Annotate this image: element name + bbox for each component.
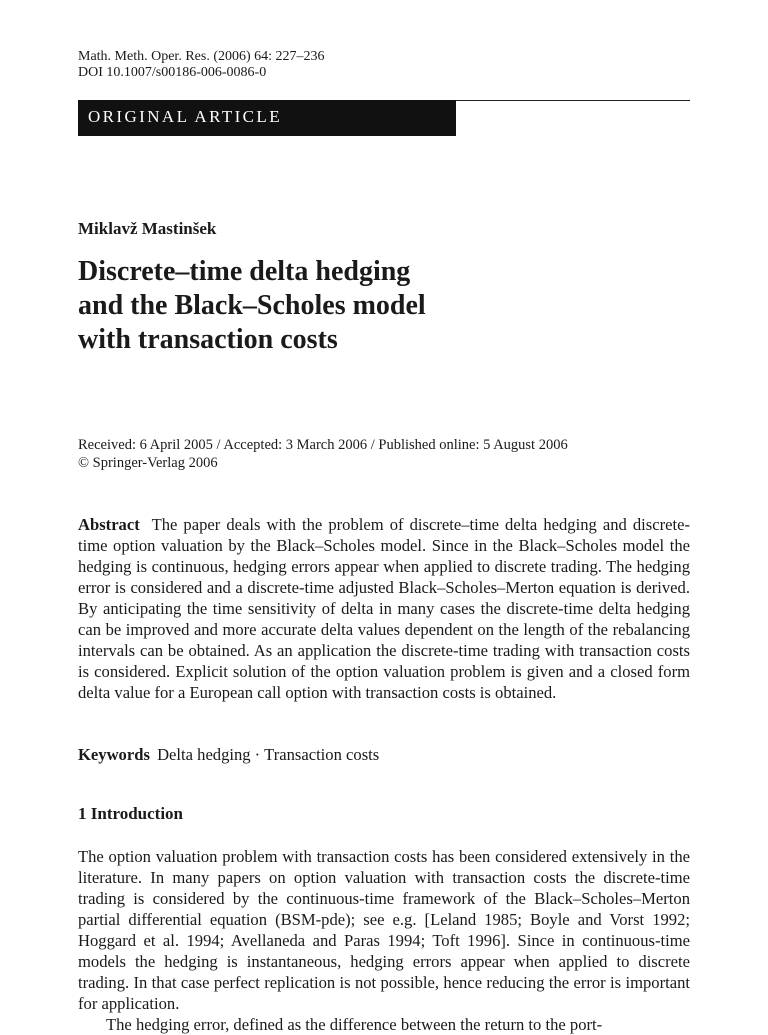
- keyword-item: Transaction costs: [264, 745, 380, 764]
- title-line: Discrete–time delta hedging: [78, 256, 411, 287]
- header-rule: [456, 100, 690, 101]
- abstract-label: Abstract: [78, 515, 140, 534]
- keyword-item: Delta hedging: [157, 745, 251, 764]
- title-line: with transaction costs: [78, 324, 338, 355]
- publication-history: Received: 6 April 2005 / Accepted: 3 March 2006 / Published online: 5 August 2006: [78, 437, 568, 453]
- keyword-separator: ·: [254, 745, 261, 764]
- keywords-label: Keywords: [78, 745, 150, 764]
- publication-dates: [78, 436, 568, 472]
- abstract-text: The paper deals with the problem of discrete–time delta hedging and discrete-time option valuation by the Black–Scholes model. Since in the Black–Scholes model the hedging is continuous, hedging errors appear when applied to discrete trading. The hedging error is considered and a discrete-time adjusted Black–Scholes–Merton equation is derived. By anticipating the time sensitivity of delta in many cases the discrete-time delta hedging can be improved and more accurate delta values dependent on the length of the rebalancing intervals can be obtained. As an application the discrete-time trading with transaction costs is considered. Explicit solution of the option valuation problem is given and a closed form delta value for a European call option with transaction costs is obtained.: [78, 515, 690, 702]
- keywords: [78, 744, 379, 765]
- doi-line: DOI 10.1007/s00186-006-0086-0: [78, 65, 267, 80]
- article-title: [78, 255, 678, 357]
- author-name: Miklavž Mastinšek: [78, 219, 217, 238]
- section-heading: 1 Introduction: [78, 804, 184, 823]
- journal-citation: [78, 49, 325, 81]
- intro-paragraph-continued: The hedging error, defined as the difference between the return to the port-: [106, 1015, 603, 1034]
- title-line: and the Black–Scholes model: [78, 290, 426, 321]
- intro-paragraph: The option valuation problem with transaction costs has been considered extensively in the literature. In many papers on option valuation with transaction costs the discrete-time trading is considered by the continuous-time framework of the Black–Scholes–Merton partial differential equation (BSM-pde); see e.g. [Leland 1985; Boyle and Vorst 1992; Hoggard et al. 1994; Avellaneda and Paras 1994; Toft 1996]. Since in continuous-time models the hedging is instantaneous, hedging errors appear when applied to discrete trading. In that case perfect replication is not possible, hence reducing the error is important for application.: [78, 847, 690, 1013]
- abstract: [78, 514, 690, 703]
- copyright-line: © Springer-Verlag 2006: [78, 455, 218, 471]
- journal-line: Math. Meth. Oper. Res. (2006) 64: 227–236: [78, 49, 325, 64]
- article-page: [78, 0, 690, 1034]
- article-type-banner: ORIGINAL ARTICLE: [78, 100, 456, 136]
